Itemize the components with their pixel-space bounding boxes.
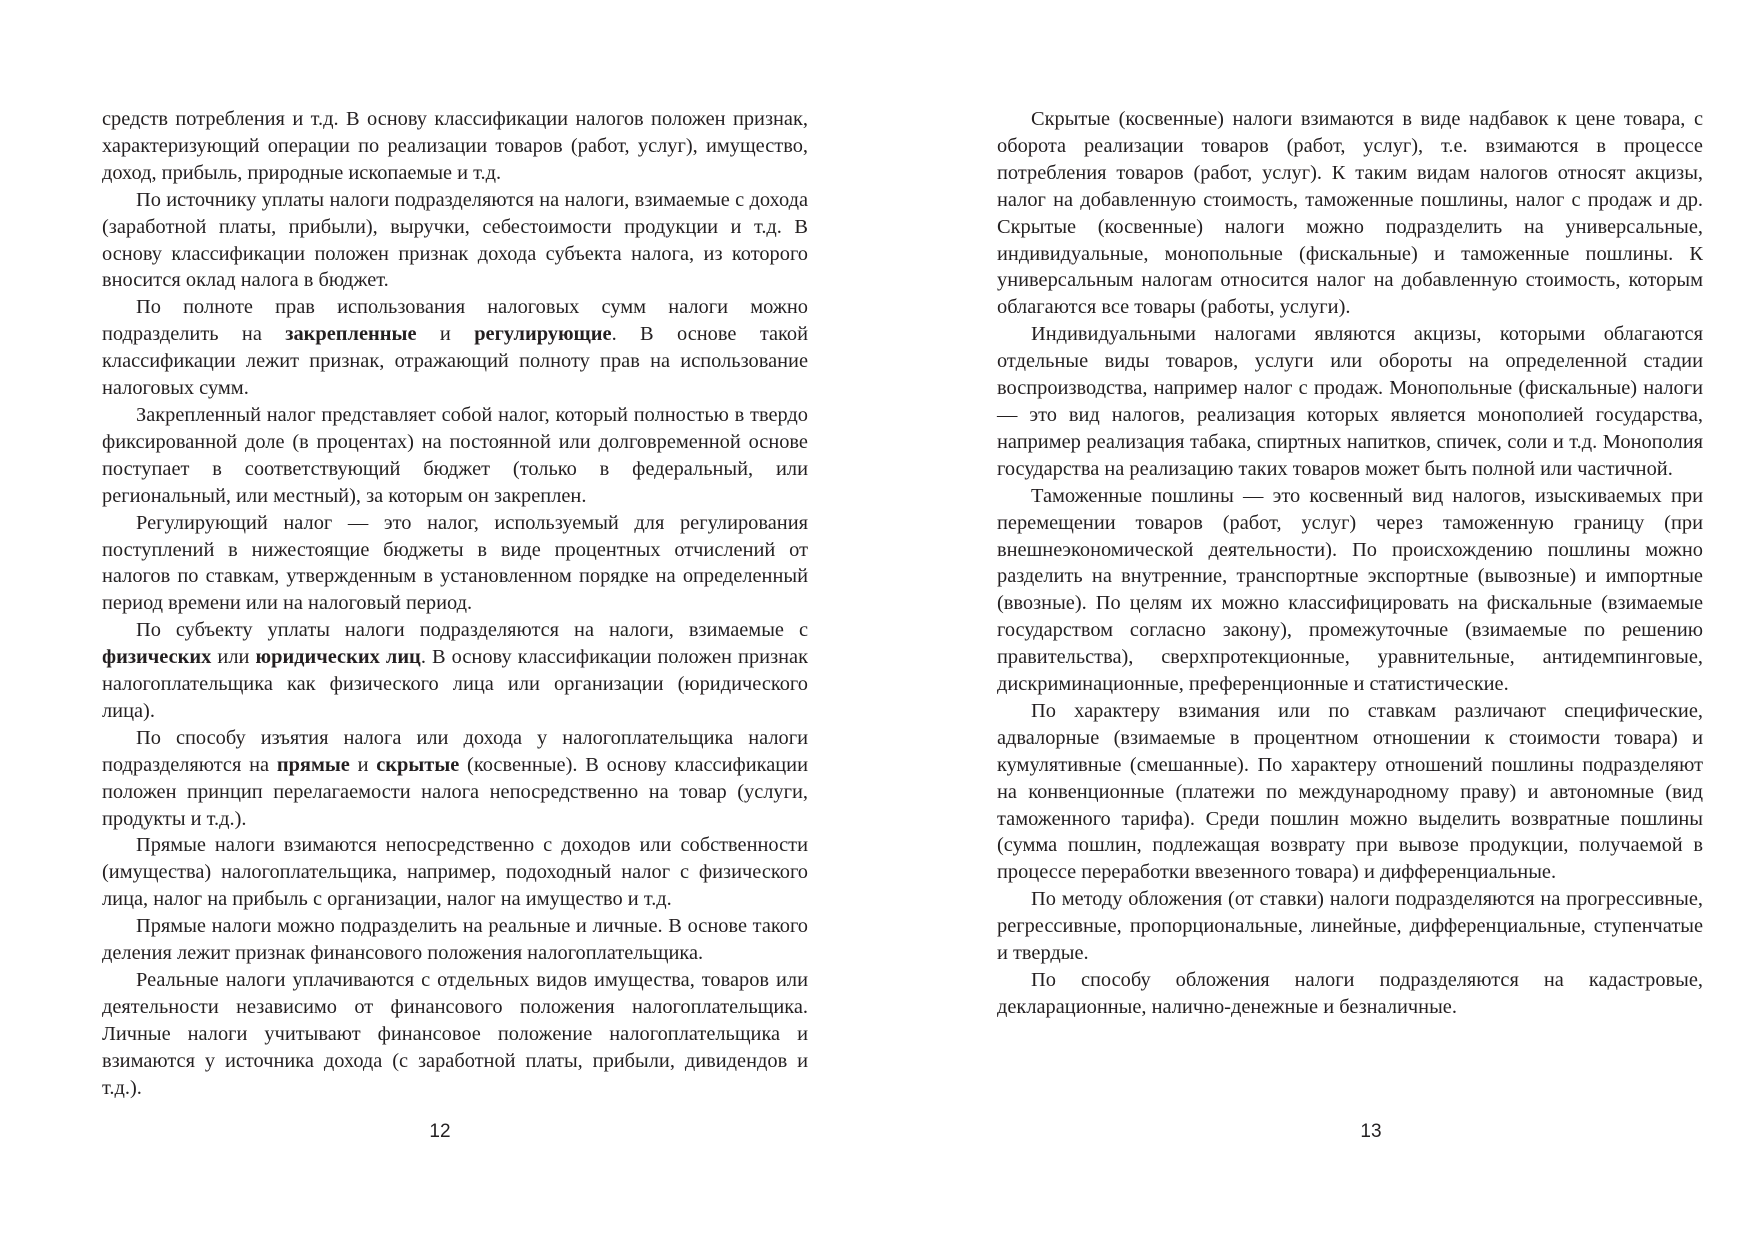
text-run: По способу изъятия налога или дохода у налогоплательщика налоги подразделяются на <box>102 726 808 776</box>
paragraph <box>102 294 808 402</box>
paragraph: Таможенные пошлины — это косвенный вид налогов, изыскиваемых при перемещении товаров (работ, услуг) через таможенную границу (при внешнеэкономической деятельности). По происхождению пошлины можно разделить на внутренние, транспортные экспортные (вывозные) и импортные (ввозные). По целям их можно классифицировать на фискальные (взимаемые государством согласно закону), промежуточные (взимаемые по решению правительства), сверхпротекционные, уравнительные, антидемпинговые, дискриминационные, преференционные и статистические. <box>997 484 1703 696</box>
text-run: . В основу классификации положен признак налогоплательщика как физического лица или организации (юридического лица). <box>102 646 808 722</box>
bold-term: закрепленные <box>285 323 417 346</box>
paragraph: Регулирующий налог — это налог, используемый для регулирования поступлений в нижестоящие бюджеты в виде процентных отчислений от налогов по ставкам, утвержденным в установленном порядке на определенный период времени или на налоговый период. <box>102 511 808 615</box>
paragraph: По характеру взимания или по ставкам различают специфические, адвалорные (взимаемые в процентном отношении к стоимости товара) и кумулятивные (смешанные). По характеру отношений пошлины подразделяют на конвенционные (платежи по международному праву) и автономные (вид таможенного тарифа). Среди пошлин можно выделить возвратные пошлины (сумма пошлин, подлежащая возврату при вывозе продукции, получаемой в процессе переработки ввезенного товара) и дифференциальные. <box>997 699 1703 884</box>
right-page-text <box>997 106 1703 1021</box>
text-run: . В основе такой классификации лежит признак, отражающий полноту прав на использование налоговых сумм. <box>102 323 809 400</box>
paragraph: По способу обложения налоги подразделяются на кадастровые, декларационные, налично-денежные и безналичные. <box>997 969 1703 1018</box>
paragraph: Реальные налоги уплачиваются с отдельных видов имущества, товаров или деятельности независимо от финансового положения налогоплательщика. Личные налоги учитывают финансовое положение налогоплательщика и взимаются у источника дохода (с заработной платы, прибыли, дивидендов и т.д.). <box>102 969 808 1099</box>
paragraph <box>102 725 808 833</box>
bold-term: физических <box>102 646 212 669</box>
page-number: 12 <box>429 1121 451 1142</box>
text-run: По субъекту уплаты налоги подразделяются на налоги, взимаемые с <box>136 619 808 642</box>
left-page-text <box>102 106 808 1102</box>
paragraph: По методу обложения (от ставки) налоги подразделяются на прогрессивные, регрессивные, пропорциональные, линейные, дифференциальные, ступенчатые и твердые. <box>997 888 1703 965</box>
bold-term: регулирующие <box>474 323 612 346</box>
paragraph: Прямые налоги можно подразделить на реальные и личные. В основе такого деления лежит признак финансового положения налогоплательщика. <box>102 915 808 965</box>
bold-term: прямые <box>276 753 350 776</box>
paragraph <box>102 617 808 725</box>
text-run: (косвенные). В основу классификации положен принцип перелагаемости налога непосредственно на товар (услуги, продукты и т.д.). <box>102 753 808 830</box>
page-number: 13 <box>1360 1121 1382 1142</box>
paragraph: средств потребления и т.д. В основу классификации налогов положен признак, характеризующий операции по реализации товаров (работ, услуг), имущество, доход, прибыль, природные ископаемые и т.д. <box>102 108 808 184</box>
bold-term: скрытые <box>376 753 460 776</box>
text-run: или <box>211 646 256 669</box>
paragraph: Закрепленный налог представляет собой налог, который полностью в твердо фиксированной доле (в процентах) на постоянной или долговременной основе поступает в соответствующий бюджет (только в федеральный, или региональный, или местный), за которым он закреплен. <box>102 403 808 507</box>
paragraph: Прямые налоги взимаются непосредственно с доходов или собственности (имущества) налогоплательщика, например, подоходный налог с физического лица, налог на прибыль с организации, налог на имущество и т.д. <box>102 834 808 911</box>
text-run: и <box>416 323 475 346</box>
left-page <box>0 0 877 1240</box>
bold-term: юридических лиц <box>255 646 421 669</box>
text-run: По полноте прав использования налоговых сумм налоги можно подразделить на <box>102 296 808 346</box>
paragraph: Скрытые (косвенные) налоги взимаются в виде надбавок к цене товара, с оборота реализации товаров (работ, услуг), т.е. взимаются в процессе потребления товаров (работ, услуг). К таким видам налогов относят акцизы, налог на добавленную стоимость, таможенные пошлины, налог с продаж и др. Скрытые (косвенные) налоги можно подразделить на универсальные, индивидуальные, монопольные (фискальные) и таможенные пошлины. К универсальным налогам относится налог на добавленную стоимость, которым облагаются все товары (работы, услуги). <box>997 108 1703 319</box>
right-page <box>877 0 1755 1240</box>
paragraph: Индивидуальными налогами являются акцизы, которыми облагаются отдельные виды товаров, услуги или обороты на определенной стадии воспроизводства, например налог с продаж. Монопольные (фискальные) налоги — это вид налогов, реализация которых является монополией государства, например реализация табака, спиртных напитков, спичек, соли и т.д. Монополия государства на реализацию таких товаров может быть полной или частичной. <box>997 323 1703 480</box>
text-run: и <box>349 753 377 776</box>
paragraph: По источнику уплаты налоги подразделяются на налоги, взимаемые с дохода (заработной платы, прибыли), выручки, себестоимости продукции и т.д. В основу классификации положен признак дохода субъекта налога, из которого вносится оклад налога в бюджет. <box>102 188 808 292</box>
